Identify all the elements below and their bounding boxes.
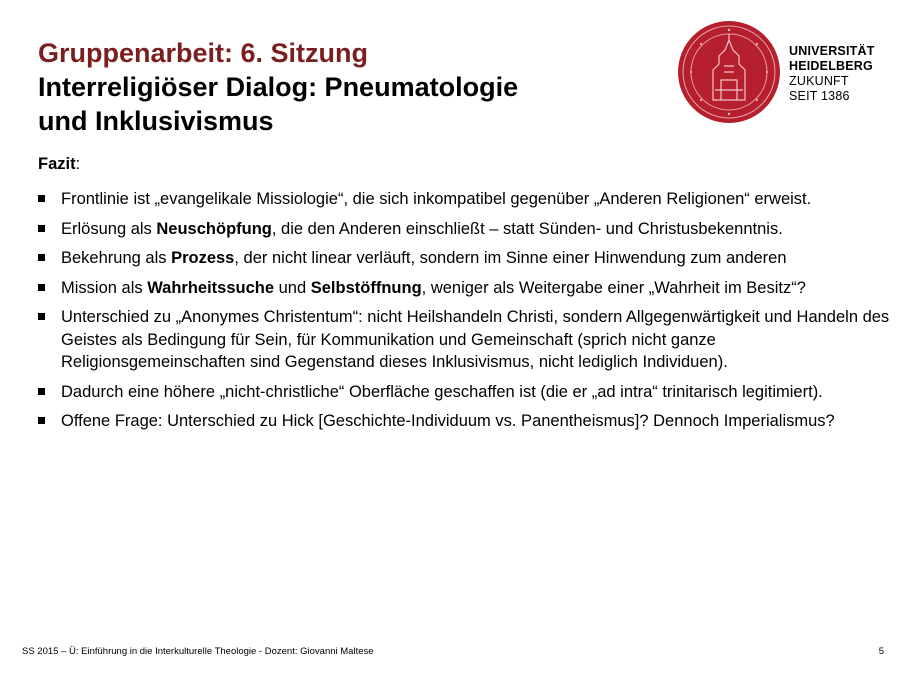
university-logo — [677, 20, 897, 138]
bullet-text: Unterschied zu „Anonymes Christentum“: nicht Heilshandeln Christi, sondern Allgegenwärtigkeit und Handeln des Geistes als Bedingung für Sein, für Kommunikation und Gemeinschaft (sprich nicht ganze Religionsgemeinschaften sind Gegenstand dieses Inklusivismus, nicht lediglich Individuen). — [61, 308, 890, 371]
page-number: 5 — [878, 646, 884, 657]
list-item — [38, 247, 890, 270]
slide-subtitle-line1: Interreligiöser Dialog: Pneumatologie — [38, 72, 519, 102]
bullet-emphasis: Selbstöffnung — [310, 278, 422, 297]
square-bullet-icon — [38, 313, 45, 320]
bullet-text: Frontlinie ist „evangelikale Missiologie“, die sich inkompatibel gegenüber „Anderen Religionen“ erweist. — [61, 190, 812, 208]
list-item — [38, 218, 890, 241]
slide-title: Gruppenarbeit: 6. Sitzung — [38, 38, 369, 68]
bullet-text: Offene Frage: Unterschied zu Hick [Geschichte-Individuum vs. Panentheismus]? Dennoch Imperialismus? — [61, 412, 835, 430]
title-block — [38, 36, 658, 138]
bullet-text: Dadurch eine höhere „nicht-christliche“ Oberfläche geschaffen ist (die er „ad intra“ trinitarisch legitimiert). — [61, 382, 823, 401]
bullet-text: , der nicht linear verläuft, sondern im Sinne einer Hinwendung zum anderen — [234, 249, 787, 267]
bullet-text: Bekehrung als — [61, 249, 172, 267]
square-bullet-icon — [38, 195, 45, 202]
wordmark-line4: SEIT 1386 — [789, 89, 850, 103]
bullet-text: Erlösung als — [61, 219, 157, 238]
list-item — [38, 410, 890, 433]
slide-footer — [22, 646, 890, 658]
square-bullet-icon — [38, 388, 45, 395]
square-bullet-icon — [38, 225, 45, 232]
slide-content — [38, 154, 890, 440]
square-bullet-icon — [38, 417, 45, 424]
bullet-text: , weniger als Weitergabe einer „Wahrheit im Besitz“? — [421, 278, 806, 297]
university-seal-icon — [677, 20, 781, 124]
list-item — [38, 277, 890, 300]
wordmark-line1: UNIVERSITÄT — [789, 44, 875, 58]
heading-suffix: : — [75, 155, 81, 173]
list-item — [38, 188, 890, 211]
bullet-text: Mission als — [61, 278, 148, 297]
wordmark-line3: ZUKUNFT — [789, 74, 849, 88]
bullet-emphasis: Prozess — [171, 249, 235, 267]
footer-text: SS 2015 – Ü: Einführung in die Interkulturelle Theologie - Dozent: Giovanni Maltese — [22, 646, 374, 657]
bullet-text: , die den Anderen einschließt – statt Sünden- und Christusbekenntnis. — [271, 219, 783, 238]
square-bullet-icon — [38, 284, 45, 291]
content-heading — [38, 154, 890, 174]
slide-subtitle-line2: und Inklusivismus — [38, 106, 274, 136]
bullet-text: und — [274, 278, 311, 297]
bullet-emphasis: Wahrheitssuche — [147, 278, 275, 297]
heading-label: Fazit — [38, 155, 76, 173]
wordmark-line2: HEIDELBERG — [789, 59, 873, 73]
bullet-emphasis: Neuschöpfung — [156, 219, 272, 238]
list-item — [38, 381, 890, 404]
square-bullet-icon — [38, 254, 45, 261]
list-item — [38, 306, 890, 374]
bullet-list — [38, 188, 890, 433]
university-wordmark — [789, 44, 875, 104]
